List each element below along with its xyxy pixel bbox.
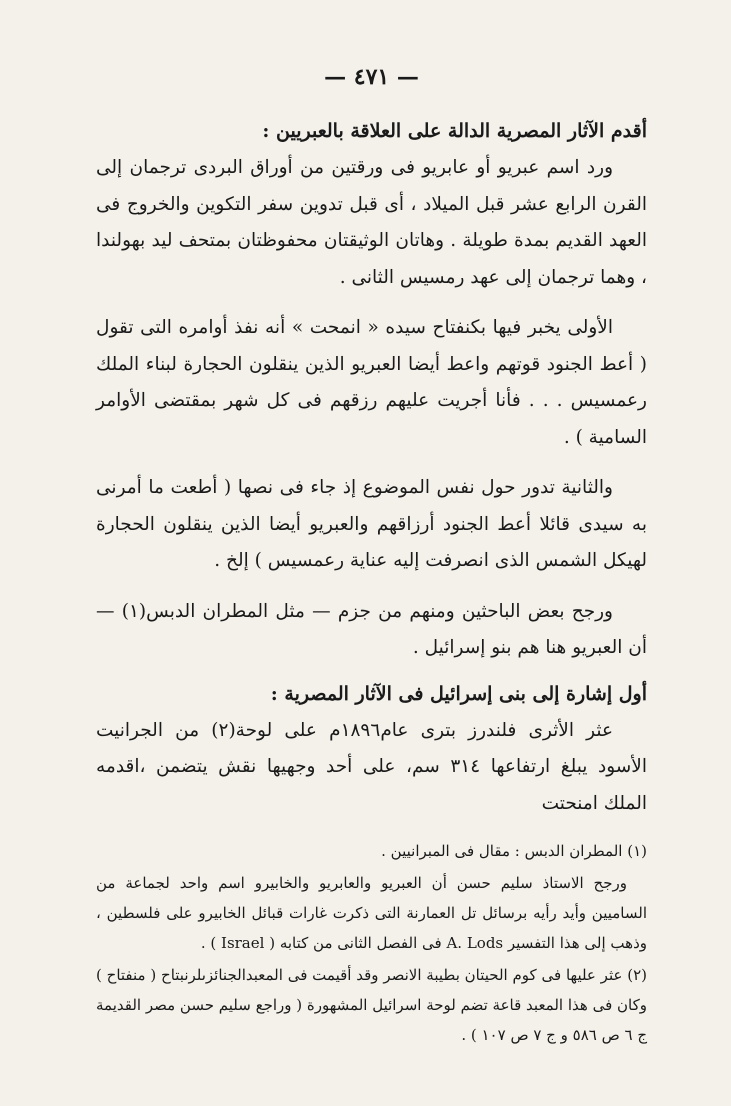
paragraph-second-document: والثانية تدور حول نفس الموضوع إذ جاء فى نصها ( أطعت ما أمرنى به سيدى قائلا أعط الجنود أرزاقهم والعبريو أيضا الذين ينقلون الحجارة لهيكل الشمس الذى انصرفت إليه عناية رعمسيس ) إلخ .	[96, 477, 647, 571]
footnotes	[96, 836, 647, 1050]
paragraph-petrie-stele: عثر الأثرى فلندرز بترى عام١٨٩٦م على لوحة(٢) من الجرانيت الأسود يبلغ ارتفاعها ٣١٤ سم، على أحد وجهيها نقش يتضمن ،اقدمه الملك امنحتت	[96, 719, 647, 814]
paragraph-first-document: الأولى يخبر فيها بكنفتاح سيده « انمحت » أنه نفذ أوامره التى تقول ( أعط الجنود قوتهم واعط أيضا العبريو الذين ينقلون الحجارة لبناء الملك رعمسيس . . . فأنا أجريت عليهم رزقهم فى كل شهر بمقتضى الأوامر السامية ) .	[96, 317, 647, 448]
section-heading-egyptian-relics: أقدم الآثار المصرية الدالة على العلاقة بالعبريين :	[262, 120, 647, 142]
footnote-1: (١) المطران الدبس : مقال فى المبرانيين .	[381, 842, 647, 860]
footnote-2: (٢) عثر عليها فى كوم الحيتان بطيبة الانصر وقد أقيمت فى المعبدالجنائزىلرنبتاح ( منفتاح ) وكان فى هذا المعبد قاعة تضم لوحة اسرائيل المشهورة ( وراجع سليم حسن مصر القديمة ج ٦ ص ٥٨٦ و ج ٧ ص ١٠٧ ) .	[95, 966, 647, 1044]
section-heading-first-mention: أول إشارة إلى بنى إسرائيل فى الآثار المصرية :	[270, 682, 647, 705]
page-number: — ٤٧١ —	[324, 64, 419, 90]
paragraph-papyri: ورد اسم عبريو أو عابريو فى ورقتين من أوراق البردى ترجمان إلى القرن الرابع عشر قبل الميلاد ، أى قبل تدوين سفر التكوين والخروج فى العهد القديم بمدة طويلة . وهاتان الوثيقتان محفوظتان بمتحف ليد بهولندا ، وهما ترجمان إلى عهد رمسيس الثانى .	[96, 157, 647, 288]
paragraph-researchers: ورجح بعض الباحثين ومنهم من جزم — مثل المطران الدبس(١) — أن العبريو هنا هم بنو إسرائيل .	[96, 600, 647, 658]
footnote-1-continued: ورجح الاستاذ سليم حسن أن العبريو والعابريو والخابيرو اسم واحد لجماعة من الساميين وأيد رأيه برسائل تل العمارنة التى ذكرت غارات قبائل الخابيرو على فلسطين ، وذهب إلى هذا التفسير A. Lods فى الفصل الثانى من كتابه ( Israel ) .	[96, 874, 647, 952]
